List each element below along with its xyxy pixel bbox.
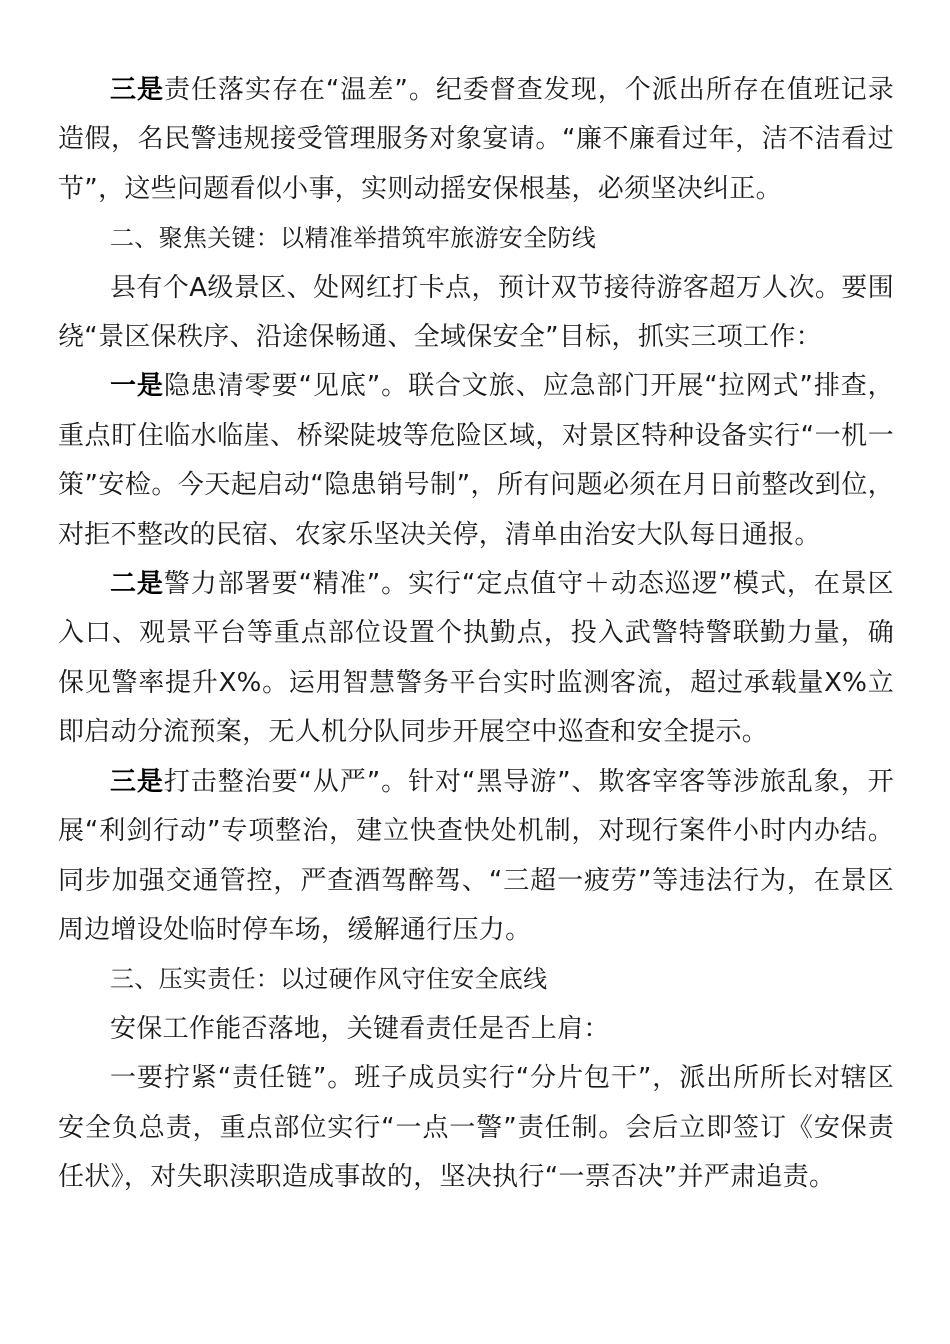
section-heading-2: 二、聚焦关键：以精准举措筑牢旅游安全防线 — [110, 224, 596, 253]
paragraph-responsibility-intro — [58, 1005, 894, 1054]
paragraph-police-deployment — [58, 560, 894, 758]
paragraph-text: 安保工作能否落地，关键看责任是否上肩： — [110, 1013, 610, 1044]
paragraph-lead: 三是 — [110, 75, 164, 105]
paragraph-text: 责任落实存在“温差”。纪委督查发现，个派出所存在值班记录造假，名民警违规接受管理服务对象宴请。“廉不廉看过年，洁不洁看过节”，这些问题看似小事，实则动摇安保根基，必须坚决纠正。 — [58, 75, 894, 204]
paragraph-text: 隐患清零要“见底”。联合文旅、应急部门开展“拉网式”排查，重点盯住临水临崖、桥梁陡坡等危险区域，对景区特种设备实行“一机一策”安检。今天起启动“隐患销号制”，所有问题必须在月日前整改到位，对拒不整改的民宿、农家乐坚决关停，清单由治安大队每日通报。 — [58, 371, 894, 550]
paragraph-responsibility-chain — [58, 1054, 894, 1202]
paragraph-responsibility-gap — [58, 66, 894, 214]
paragraph-lead: 一是 — [110, 371, 164, 402]
paragraph-hazard-clearance — [58, 362, 894, 560]
document-body — [58, 66, 894, 1202]
paragraph-text: 警力部署要“精准”。实行“定点值守＋动态巡逻”模式，在景区入口、观景平台等重点部位设置个执勤点，投入武警特警联勤力量，确保见警率提升X%。运用智慧警务平台实时监测客流，超过承载量X%立即启动分流预案，无人机分队同步开展空中巡查和安全提示。 — [58, 569, 894, 748]
paragraph-intro-tourism — [58, 264, 894, 363]
paragraph-lead: 三是 — [110, 766, 164, 797]
paragraph-crackdown — [58, 758, 894, 956]
paragraph-text: 县有个A级景区、处网红打卡点，预计双节接待游客超万人次。要围绕“景区保秩序、沿途保畅通、全域保安全”目标，抓实三项工作： — [58, 272, 894, 353]
paragraph-lead: 二是 — [110, 569, 164, 600]
paragraph-text: 一要拧紧“责任链”。班子成员实行“分片包干”，派出所所长对辖区安全负总责，重点部位实行“一点一警”责任制。会后立即签订《安保责任状》，对失职渎职造成事故的，坚决执行“一票否决”并严肃追责。 — [58, 1063, 894, 1192]
paragraph-text: 打击整治要“从严”。针对“黑导游”、欺客宰客等涉旅乱象，开展“利剑行动”专项整治，建立快查快处机制，对现行案件小时内办结。同步加强交通管控，严查酒驾醉驾、“三超一疲劳”等违法行为，在景区周边增设处临时停车场，缓解通行压力。 — [58, 766, 894, 945]
section-heading-3: 三、压实责任：以过硬作风守住安全底线 — [110, 965, 548, 994]
